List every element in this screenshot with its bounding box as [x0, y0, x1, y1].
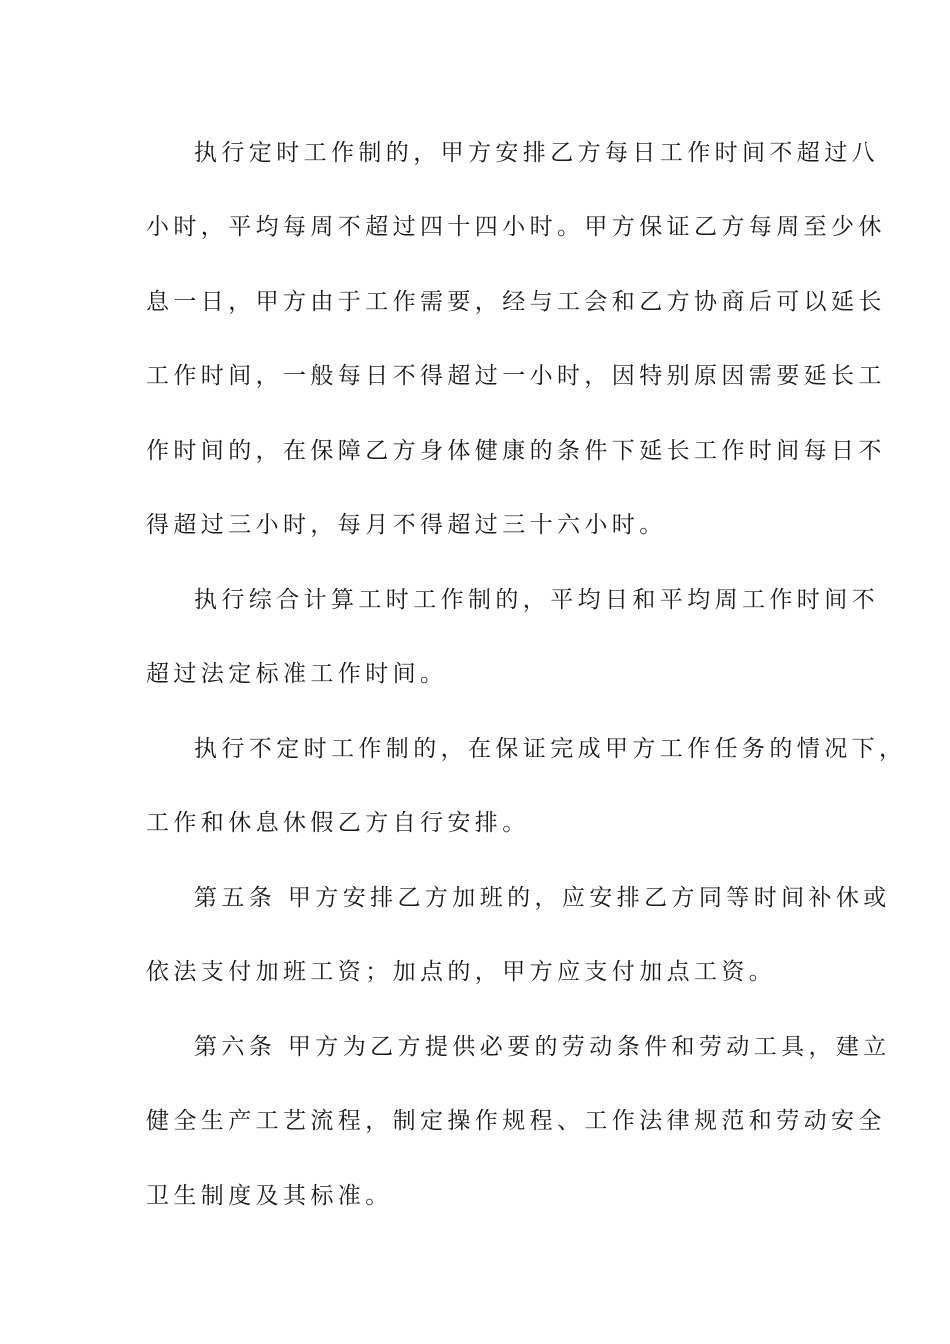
paragraph-1-line-1: 执行定时工作制的，甲方安排乙方每日工作时间不超过八 [194, 140, 879, 166]
paragraph-4-line-2: 依法支付加班工资；加点的，甲方应支付加点工资。 [146, 959, 777, 985]
paragraph-1-line-6: 得超过三小时，每月不得超过三十六小时。 [146, 512, 667, 538]
paragraph-3-line-1: 执行不定时工作制的，在保证完成甲方工作任务的情况下， [194, 736, 907, 762]
paragraph-1-line-2: 小时，平均每周不超过四十四小时。甲方保证乙方每周至少休 [146, 214, 886, 240]
paragraph-5-line-1: 第六条 甲方为乙方提供必要的劳动条件和劳动工具，建立 [194, 1034, 891, 1060]
paragraph-4-line-1: 第五条 甲方安排乙方加班的，应安排乙方同等时间补休或 [194, 885, 891, 911]
paragraph-5-line-3: 卫生制度及其标准。 [146, 1183, 393, 1209]
paragraph-2-line-1: 执行综合计算工时工作制的，平均日和平均周工作时间不 [194, 587, 879, 613]
paragraph-3-line-2: 工作和休息休假乙方自行安排。 [146, 810, 530, 836]
paragraph-1-line-3: 息一日，甲方由于工作需要，经与工会和乙方协商后可以延长 [146, 289, 886, 315]
paragraph-1-line-4: 工作时间，一般每日不得超过一小时，因特别原因需要延长工 [146, 363, 886, 389]
paragraph-1-line-5: 作时间的，在保障乙方身体健康的条件下延长工作时间每日不 [146, 438, 886, 464]
paragraph-5-line-2: 健全生产工艺流程，制定操作规程、工作法律规范和劳动安全 [146, 1108, 886, 1134]
paragraph-2-line-2: 超过法定标准工作时间。 [146, 661, 448, 687]
